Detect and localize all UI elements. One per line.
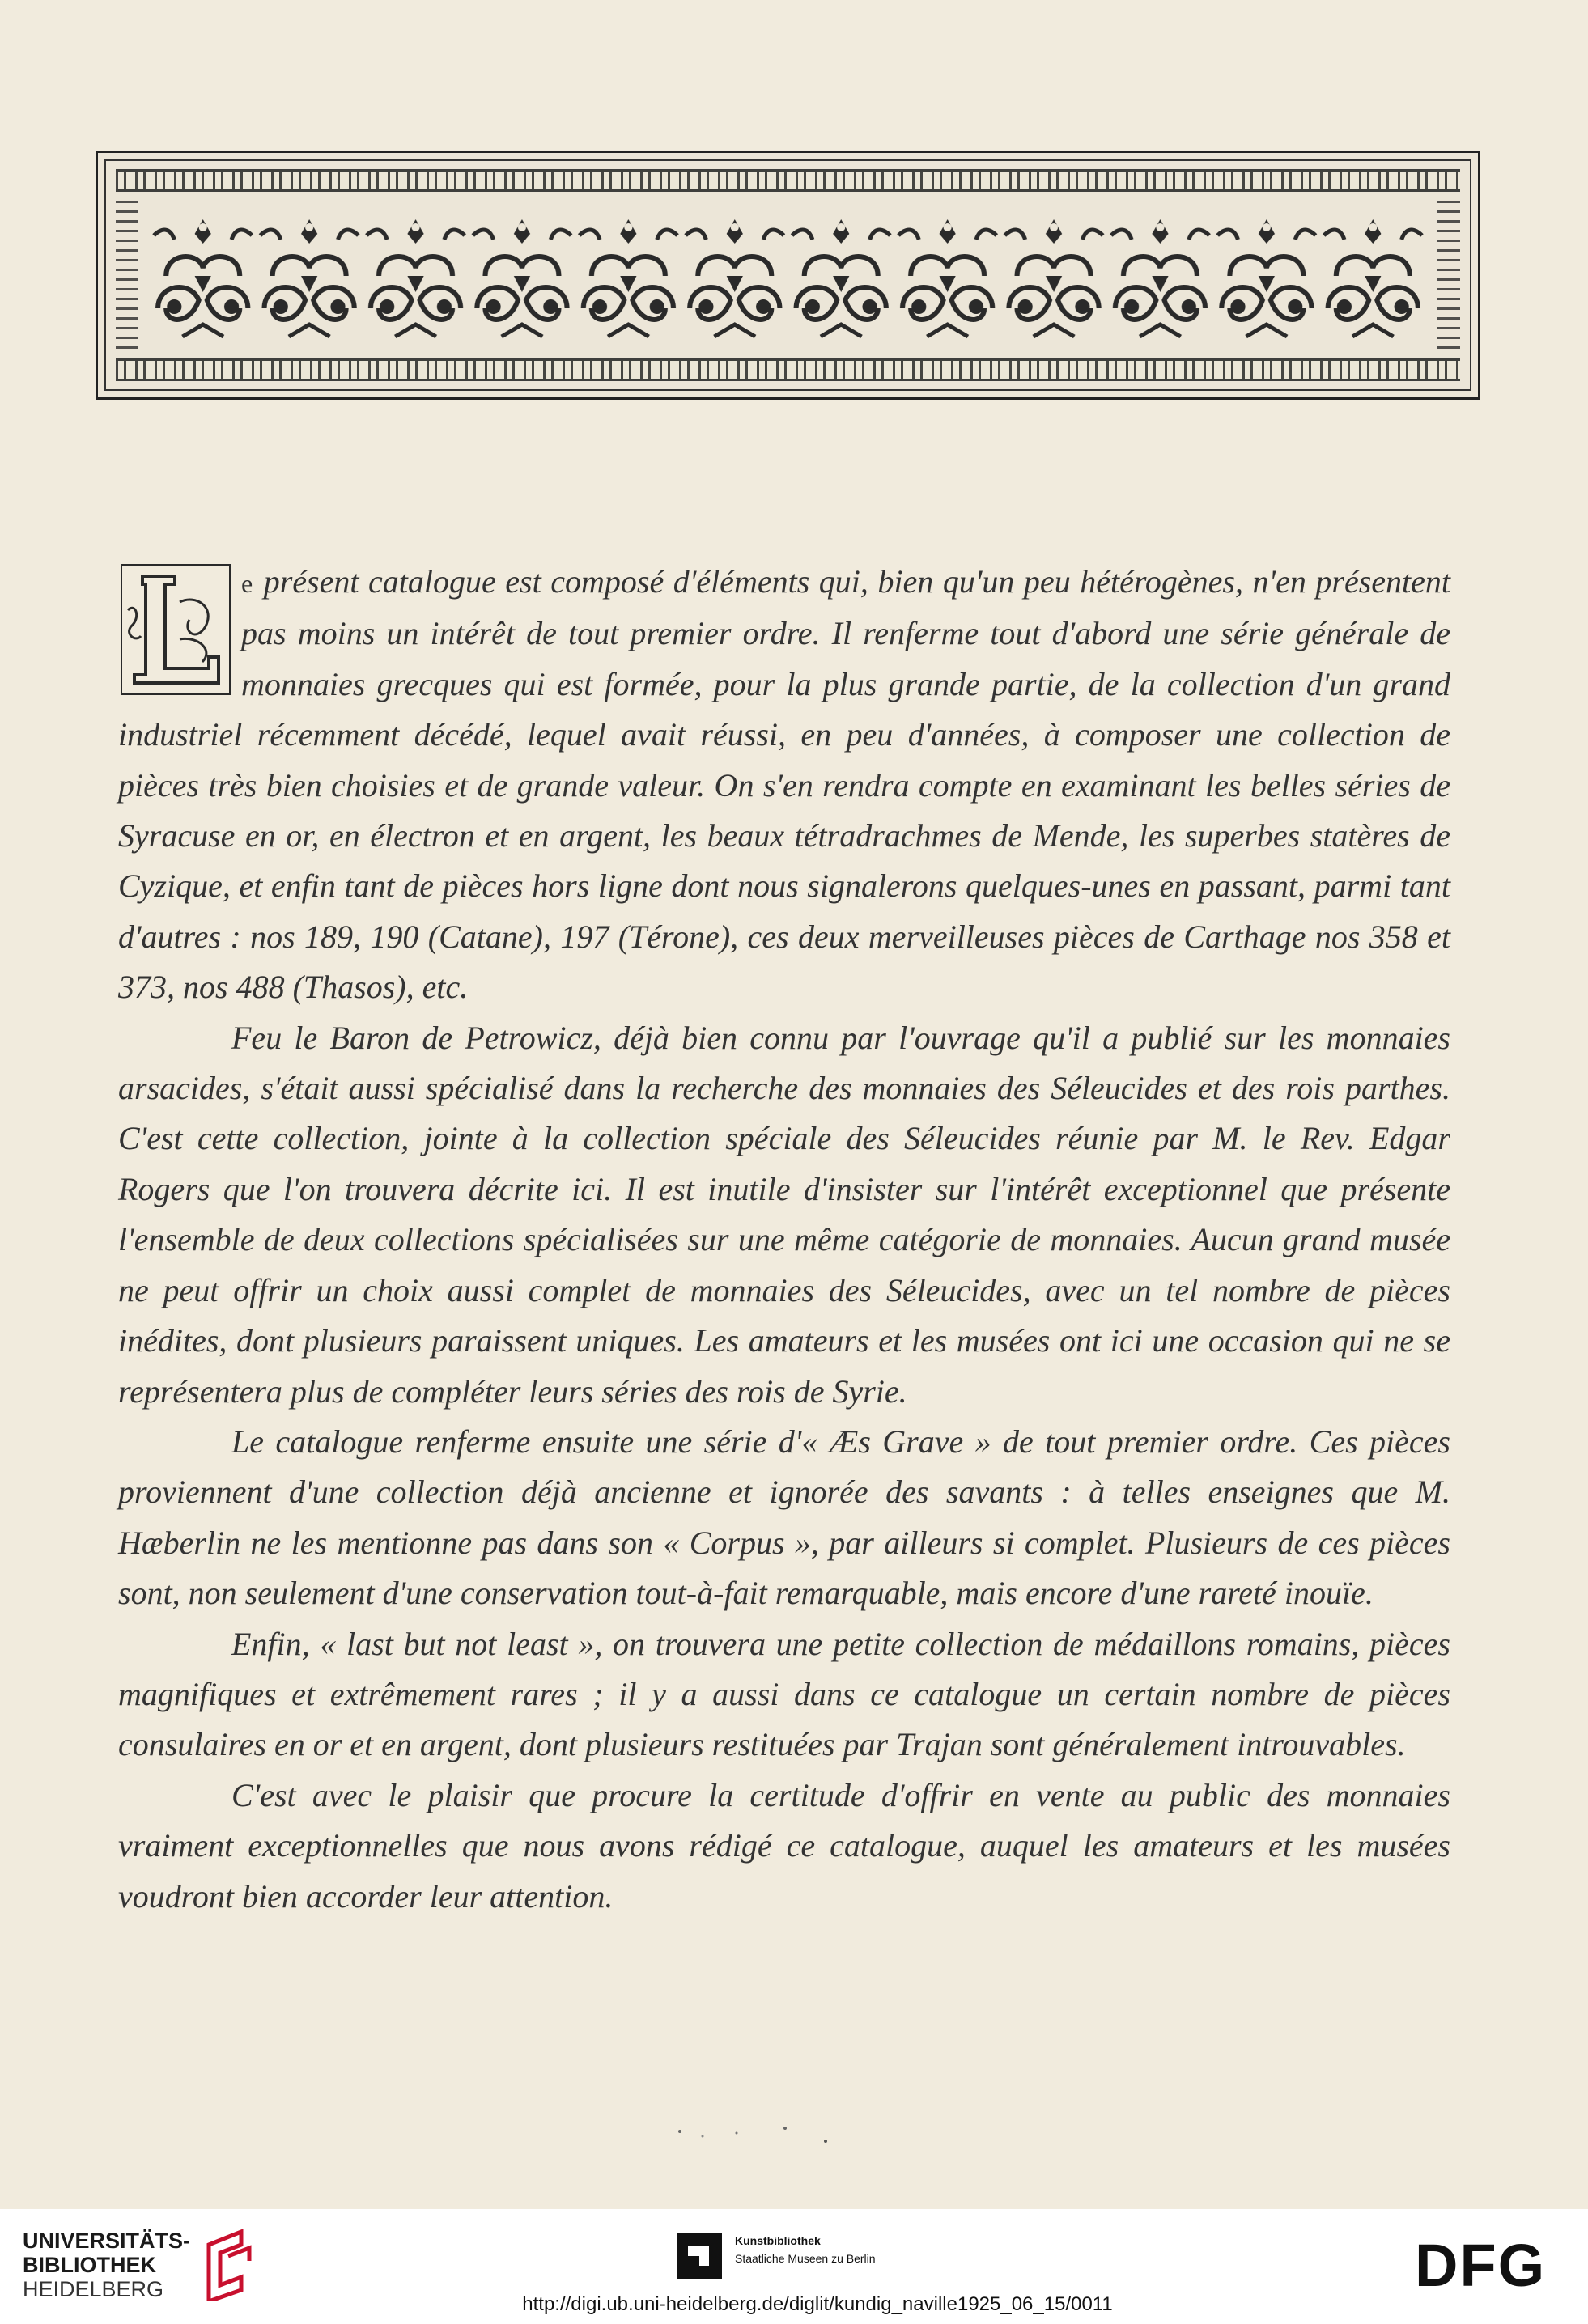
- ub-logo-text: [23, 2229, 190, 2301]
- paragraph-4: Enfin, « last but not least », on trouvera une petite collection de médaillons romains, pièces magnifiques et extrêmement rares ; il y a aussi dans ce catalogue un certain nombre de pièces consulaires en or et en argent, dont plusieurs restituées par Trajan sont généralement introuvables.: [118, 1625, 1450, 1763]
- paragraph-5: C'est avec le plaisir que procure la certitude d'offrir en vente au public des monnaies vraiment exceptionnelles que nous avons rédigé ce catalogue, auquel les amateurs et les musées voudront bien accorder leur attention.: [118, 1776, 1450, 1915]
- ornamental-initial: [118, 562, 233, 698]
- initial-rest: e: [241, 569, 255, 598]
- ub-line-3: HEIDELBERG: [23, 2277, 164, 2301]
- greek-key-border-right: [1437, 201, 1460, 349]
- paragraph-1: [118, 557, 1450, 1013]
- body-text: [118, 557, 1450, 1922]
- paragraph-1-text: présent catalogue est composé d'éléments qui, bien qu'un peu hétérogènes, n'en présentent pas moins un intérêt de tout premier ordre. Il renferme tout d'abord une série générale de monnaies grecques qui est formée, pour la plus grande partie, de la collection d'un grand industriel récemment décédé, lequel avait réussi, en peu d'années, à composer une collection de pièces très bien choisies et de grande valeur. On s'en rendra compte en examinant les belles séries de Syracuse en or, en électron et en argent, les beaux tétradrachmes de Mende, les superbes statères de Cyzique, et enfin tant de pièces hors ligne dont nous signalerons quelques-unes en passant, parmi tant d'autres : nos 189, 190 (Catane), 197 (Térone), ces deux merveilleuses pièces de Carthage nos 358 et 373, nos 488 (Thasos), etc.: [118, 563, 1450, 1006]
- ornamental-header-band: [96, 151, 1480, 400]
- greek-key-border-left: [116, 201, 138, 349]
- kb-line-1: Kunstbibliothek: [735, 2234, 821, 2247]
- initial-letter: [128, 557, 219, 694]
- kunstbibliothek-text: [735, 2232, 876, 2267]
- permalink-url[interactable]: http://digi.ub.uni-heidelberg.de/diglit/kundig_naville1925_06_15/0011: [522, 2293, 1113, 2315]
- digitization-footer: [0, 2209, 1588, 2324]
- ub-heidelberg-logo[interactable]: [23, 2225, 290, 2303]
- paragraph-2: Feu le Baron de Petrowicz, déjà bien connu par l'ouvrage qu'il a publié sur les monnaies arsacides, s'était aussi spécialisé dans la recherche des monnaies des Séleucides et des rois parthes. C'est cette collection, jointe à la collection spéciale des Séleucides réunie par M. le Rev. Edgar Rogers que l'on trouvera décrite ici. Il est inutile d'insister sur l'intérêt exceptionnel que présente l'ensemble de deux collections spécialisées sur une même catégorie de monnaies. Aucun grand musée ne peut offrir un choix aussi complet de monnaies des Séleucides, avec un tel nombre de pièces inédites, dont plusieurs paraissent uniques. Les amateurs et les musées ont ici une occasion qui ne se représentera plus de compléter leurs séries des rois de Syrie.: [118, 1019, 1450, 1410]
- kunstbibliothek-logo[interactable]: [677, 2230, 968, 2287]
- palmette-frieze: [150, 203, 1426, 346]
- greek-key-border-top: [116, 169, 1460, 192]
- paragraph-3: Le catalogue renferme ensuite une série d'« Æs Grave » de tout premier ordre. Ces pièces proviennent d'une collection déjà ancienne et ignorée des savants : à telles enseignes que M. Hæberlin ne les mentionne pas dans son « Corpus », par ailleurs si complet. Plusieurs de ces pièces sont, non seulement d'une conservation tout-à-fait remarquable, mais encore d'une rareté inouïe.: [118, 1423, 1450, 1612]
- greek-key-border-bottom: [116, 358, 1460, 381]
- paper-specks: [664, 2118, 858, 2151]
- dfg-logo[interactable]: DFG: [1415, 2232, 1547, 2299]
- kb-line-2: Staatliche Museen zu Berlin: [735, 2252, 876, 2265]
- ub-line-2: BIBLIOTHEK: [23, 2253, 156, 2277]
- kunstbibliothek-emblem-icon: [677, 2233, 722, 2279]
- ub-emblem-icon: [201, 2229, 257, 2301]
- ub-line-1: UNIVERSITÄTS-: [23, 2229, 191, 2253]
